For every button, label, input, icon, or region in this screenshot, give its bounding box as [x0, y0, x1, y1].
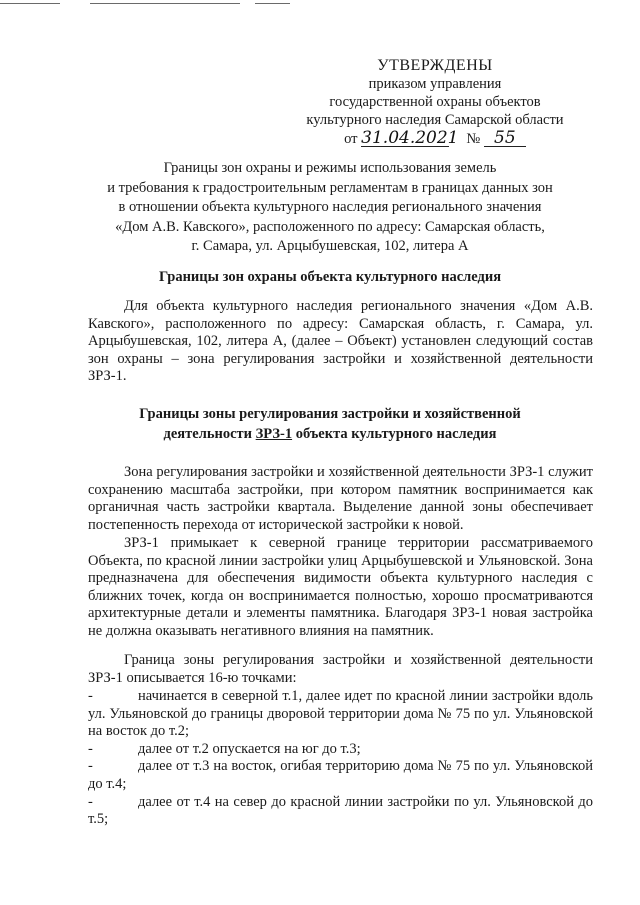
section-heading-line	[70, 425, 590, 445]
date-prefix: от	[344, 131, 358, 147]
paragraph-text: Граница зоны регулирования застройки и хозяйственной деятельности ЗРЗ-1 описывается 16-ю точками:	[88, 652, 593, 686]
approval-date-line	[270, 130, 600, 148]
list-item	[88, 758, 593, 793]
paragraph-text: Для объекта культурного наследия регионального значения «Дом А.В. Кавского», расположенного по адресу: Самарская область, г. Самара, ул. Арцыбушевская, 102, литера А, (далее – Объект) установлен следующий состав зон охраны – зона регулирования застройки и хозяйственной деятельности ЗРЗ-1.	[88, 298, 593, 385]
date-value-handwritten: 31.04.2021	[361, 128, 459, 148]
section-heading-zrz1	[70, 405, 590, 444]
list-item-text: далее от т.2 опускается на юг до т.3;	[138, 740, 361, 757]
list-dash: -	[88, 740, 93, 757]
number-prefix: №	[466, 131, 481, 147]
paragraph-zones-intro	[88, 298, 593, 386]
paragraph-zrz1-location	[88, 535, 593, 641]
list-item-text: начинается в северной т.1, далее идет по красной линии застройки вдоль ул. Ульяновской до границы дворовой территории дома № 75 по ул. Ульяновской на восток до т.2;	[88, 688, 593, 740]
document-title-line: «Дом А.В. Кавского», расположенного по адресу: Самарская область,	[115, 218, 545, 235]
list-item-text: далее от т.3 на восток, огибая территорию дома № 75 по ул. Ульяновской до т.4;	[88, 758, 593, 792]
approval-title: УТВЕРЖДЕНЫ	[377, 57, 493, 74]
list-item	[88, 794, 593, 829]
list-dash: -	[88, 793, 93, 810]
section-heading-line: Границы зоны регулирования застройки и хозяйственной	[139, 406, 521, 422]
document-title-line: в отношении объекта культурного наследия регионального значения	[118, 199, 542, 215]
document-title-line: г. Самара, ул. Арцыбушевская, 102, литера А	[191, 238, 469, 254]
number-value-handwritten: 55	[484, 131, 526, 147]
paragraph-text: Зона регулирования застройки и хозяйственной деятельности ЗРЗ-1 служит сохранению масштаба застройки, при котором памятник воспринимается как органичная часть застройки квартала. Выделение данной зоны обеспечивает постепенность перехода от исторической застройки к новой.	[88, 464, 593, 533]
paragraph-zrz1-purpose	[88, 464, 593, 534]
paragraph-boundary-points	[88, 652, 593, 687]
section-heading-text: деятельности	[163, 425, 256, 442]
approval-line-3: культурного наследия Самарской области	[306, 112, 564, 128]
section-heading-text: объекта культурного наследия	[292, 425, 497, 442]
list-dash: -	[88, 688, 93, 704]
section-heading-protection-zones: Границы зон охраны объекта культурного наследия	[158, 269, 502, 285]
list-dash: -	[88, 758, 93, 775]
document-title-line: и требования к градостроительным регламентам в границах данных зон	[107, 179, 553, 196]
approval-line-1: приказом управления	[368, 76, 502, 92]
zone-code-underlined: ЗРЗ-1	[255, 425, 293, 442]
list-item-text: далее от т.4 на север до красной линии застройки по ул. Ульяновской до т.5;	[88, 793, 593, 828]
document-title-line: Границы зон охраны и режимы использования земель	[163, 160, 497, 176]
document-title	[70, 159, 590, 257]
approval-line-2: государственной охраны объектов	[329, 94, 541, 110]
list-item	[88, 688, 593, 741]
paragraph-text: ЗРЗ-1 примыкает к северной границе территории рассматриваемого Объекта, по красной линии застройки улиц Арцыбушевской и Ульяновской. Зона предназначена для обеспечения видимости объекта культурного наследия с ближних точек, когда он воспринимается полностью, хорошо просматриваются архитектурные детали и элементы памятника. Благодаря ЗРЗ-1 новая застройка не должна оказывать негативного влияния на памятник.	[88, 535, 593, 639]
list-item	[88, 741, 593, 759]
boundary-list	[88, 688, 593, 829]
approval-block	[270, 57, 600, 148]
